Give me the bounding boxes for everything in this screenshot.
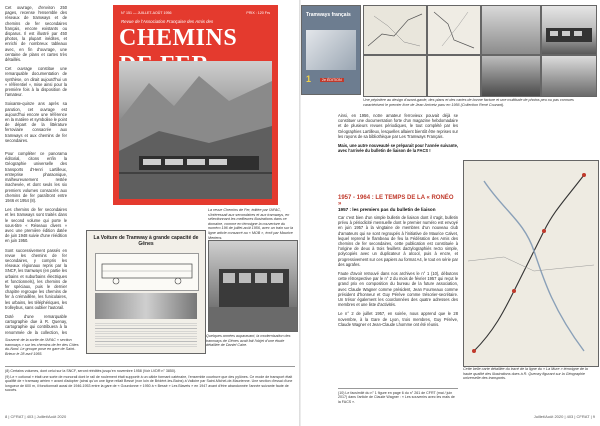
paragraph: Cet ouvrage constitue une remarquable documentation de synthèse, on dirait aujourd'hui un « référentiel », mise ainsi pour la première fois à la disposition de l'amateur. (5, 66, 67, 98)
tramways-francais-cover (301, 5, 361, 95)
cover-caption: La revue Chemins de Fer, éditée par l'AFAC, s'intéressait aux secondaires et aux tramways, en sélectionnant les meilleures illustrations dans ce domaine, comme en témoigne la couverture du numéro 196 de juillet-août 1956, avec un train sur la ligne article consacré au « MOB », écrit par Maurice Mertens. (208, 208, 294, 240)
railcar-photo (541, 5, 597, 55)
map-caption: Cette belle carte détaillée du tracé de la ligne du « La Mure » témoigne de la haute qualité des illustrations dues à R. Quenay figurant sur la Géographie universelle des transports. (463, 367, 588, 381)
tram-photo-illustration (209, 241, 297, 331)
right-column-b (338, 215, 458, 361)
paragraph: Le n° 2 de juillet 1957, en soirée, nous apprend que le 28 novembre, à la Gare de Lyon, trois membres, Guy Pérève, Claude Wagner et Jean-Claude Lhomme ont été réunis. (338, 311, 458, 327)
cover-top-line: N° 151 — JUILLET-AOÛT 1956 (121, 11, 172, 15)
tramways-cover-number: 1 (306, 74, 312, 84)
paragraph: Cet ouvrage, d'environ 250 pages, recense l'ensemble des réseaux de tramways et de chemins de fer secondaires français, encore existants ou disparus. Il est illustré par 450 photos, la plupart inédites, et enrichi de nombreux tableaux avec, en fin d'ouvrage, une centaine de plans et cartes très détaillés. (5, 5, 67, 63)
tramways-cover-title: Tramways français (306, 12, 351, 18)
map-lines-1 (364, 6, 426, 54)
tram-article-title: La Voiture de Tramway à grande capacité de Gênes (93, 235, 199, 247)
tram-article-caption: Quelques années auparavant, la modernisation des tramways de Gênes avait fait l'objet d'une étude détaillée de Daniel Caire. (206, 334, 291, 348)
map-thumbnail-1 (363, 5, 427, 55)
tramways-cover-image (306, 30, 356, 70)
document-thumbnail (427, 55, 481, 97)
paragraph: Faute d'avoir retrouvé dans nos archives le n° 1 (10), débutons cette rétrospective par le n° 2 du mois de février 1957 qui reçut le grand prix en composition du bureau de la future association, avec Claude Wagner comme président, Jean Fourneaux comme président d'honneur et Guy Pérève comme trésorier-secrétaire. Un trésor également les coordonnées des quatre adresses des membres et une liste d'activités. (338, 271, 458, 308)
subsection-heading: 1957 : les premiers pas du bulletin de liaison (338, 207, 436, 212)
people-photo (481, 55, 541, 97)
footnote-8: (8) Certains volumes, dont celui sur la SNCF, seront réédités jusqu'en novembre 1958 (Voir LVDR n° 3850). (5, 369, 177, 373)
chemins-de-fer-cover (113, 5, 278, 205)
tram-article-scan (86, 230, 206, 354)
tram-plan-drawing (96, 254, 198, 290)
tram-drawing (95, 253, 199, 291)
tramways-cover-label: 2e ÉDITION (322, 78, 342, 82)
map-lines-2 (428, 6, 480, 54)
right-page-footer: Juillet/Août 2020 | 403 | CFRAT | 9 (533, 414, 595, 419)
tram-group-photo (208, 240, 298, 332)
cover-title: CHEMINS (119, 25, 238, 51)
cover-price: PRIX : 120 Frs (246, 11, 270, 15)
mountain-train-illustration (119, 61, 272, 199)
lead-paragraph: Mais, une autre nouveauté se préparait pour l'année suivante, avec l'arrivée du bulletin de liaison de la FACS ! (338, 143, 458, 154)
left-column-text (5, 5, 67, 335)
top-caption: Une pépinière au design d'avant-garde, des plans et des cartes de bonne facture et une multitude de photos peu ou pas connues caractérisent le premier livre de Jean Arrivetz paru en 1956 (Collection René Courant). (363, 98, 574, 107)
paragraph: Doté d'une remarquable cartographie due à R. Quenay, cartographie qui contribuera à la renommée de la collection, les (5, 313, 67, 335)
left-page-footer: 8 | CFRAT | 403 | Juillet/Août 2020 (5, 414, 67, 419)
railcar-illustration (542, 6, 596, 54)
left-page (0, 0, 299, 426)
map-thumbnail-2 (427, 5, 481, 55)
section-heading: 1957 - 1964 : LE TEMPS DE LA « RONÉO » (338, 195, 454, 207)
train-photo (541, 55, 597, 97)
paragraph: Sont successivement passés en revue les chemins de fer secondaires, y compris les réseaux régionaux repris par la SNCF, les tramways (en partie les urbains et suburbains électriques et fonctionnels), les chemins de fer spéciaux, puis le dernier chapitre regroupe les chemins de fer à crémaillère, les funiculaires, les urbains, les téléphériques, les trolleybus, sans oublier l'autorail. (5, 247, 67, 310)
right-column-a (338, 113, 458, 159)
tram-photo-1 (95, 293, 197, 319)
paragraph: Les chemins de fer secondaires et les tramways sont traités dans le second volume qui porte le sous-titre « Réseaux divers » avec une première édition datée de juin 1948 suivie d'une réédition en juin 1950. (5, 207, 67, 244)
cover-org-line: Revue de l'Association Française des Amis des (121, 19, 214, 24)
la-mure-line-map (463, 160, 599, 367)
right-page (301, 0, 600, 426)
footnote-rule (5, 366, 295, 367)
tram-text-block (95, 323, 197, 349)
footnote-9: (9) Le « cotional » était une sorte de monorail dont le rail de roulement était supporté à un câble formant caténaire, l'ensemble courbure que des pylônes. Ce mode de transport était qualifié de « tramway aérien » avant d'adopter (ainsi qu'un une ligne reliait Bessé (non loin de Bridéré-les-Bains) à Valloire par Saint-Michel-de-Maurienne. Une section d'essai d'une longueur de 600 m, il fonctionnait aussi de 1946-1953 entre la gare de « Gourdonne » 1950 à « Bessé » Les Blavets » en 1947 avant d'être abandonnée l'année suivante faute de succès. (5, 375, 293, 393)
paragraph: Car c'est bien d'un simple bulletin de liaison dont il s'agit, bulletin prévu à périodicité mensuelle dont le premier numéro est envoyé en juin 1957 à la vingtaine de membres d'un nouveau club d'amateurs qui se sont regroupés à l'initiative de Maurice Calvet, lequel reprend le flambeau de feu la Fédération des Amis des chemins de fer secondaires, cette publication est constituée à l'origine de deux à trois feuillets dactylographiés recto simple, polycopiés avec un duplicateur à alcool, puis à encre, et progressivement sur ces papiers au format A4, le tout en série par des agrafes. (338, 215, 458, 267)
footnote-10: (10) Le facsimilé du n° 1 figure en page 6 du n° 261 de CFRT (mai / juin 2017) dans l'article de Claude Wagner : « Les souvenirs avec les mais de la FACS ». (338, 391, 455, 404)
paragraph: Soixante-quinze ans après sa parution, cet ouvrage est aujourd'hui encore une référence en la matière et symbolise le point de départ de la littérature ferroviaire consacrée aux tramways et aux chemins de fer secondaires. (5, 101, 67, 143)
station-photo (481, 5, 541, 55)
paragraph: Pour compléter ce panorama éditorial, citons enfin la Géographie universelle des transports d'Henri Lartilleux, entreprise pharaonique, malheureusement restée inachevée, et dont seuls les six premiers volumes consacrés aux chemins de fer paraîtront entre 1946 et 1954 (8). (5, 151, 67, 203)
la-mure-map-drawing (464, 161, 598, 366)
footnote-rule (338, 388, 458, 389)
tram-photo-caption: Souvenir de la sortie de l'AFAC « section tramways » sur les chemins de fer des Côtes du-Nord. Le groupe pose en gare de Saint-Brieuc le 28 avril 1955. (5, 338, 79, 356)
paragraph: Ainsi, en 1956, notre amateur ferrovieux pouvait déjà se constituer une documentation forte d'un magazine hebdomadaire et de plusieurs revues périodiques, le tout complété par les Géographies Lartilleux, lesquelles allaient bientôt être reprises sur les rayons de sa bibliothèque par Les Tramways Français. (338, 113, 458, 139)
map-thumbnail-3 (363, 55, 427, 97)
cover-photo (119, 61, 272, 199)
